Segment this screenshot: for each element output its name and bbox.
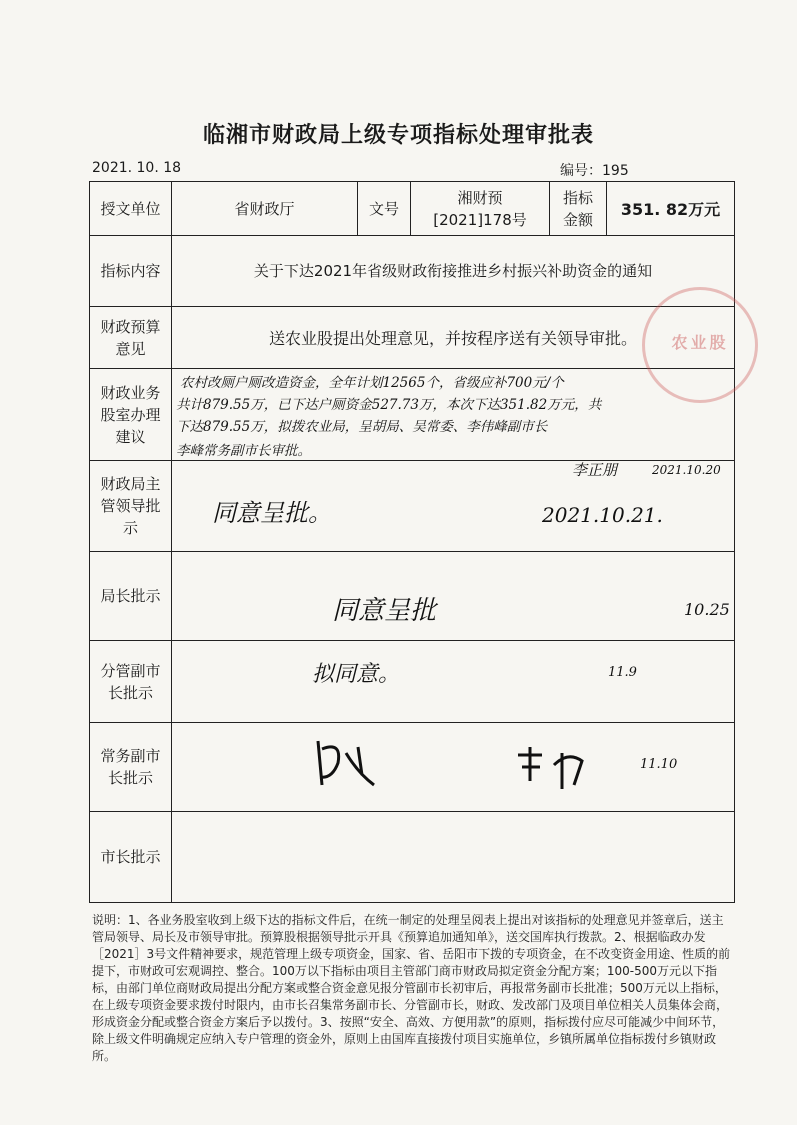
row-content (90, 236, 735, 307)
content-value: 关于下达2021年省级财政衔接推进乡村振兴补助资金的通知 (172, 236, 735, 307)
form-date: 2021. 10. 18 (92, 160, 182, 176)
row-exec-vice-mayor (90, 723, 735, 812)
signature-mark-2 (512, 745, 632, 795)
row-suggestion (90, 369, 735, 461)
budget-value: 送农业股提出处理意见，并按程序送有关领导审批。 农业股 (172, 307, 735, 369)
approval-table (89, 181, 735, 903)
mayor-instruction (172, 812, 735, 903)
director-handwriting: 同意呈批 10.25 (172, 552, 735, 641)
row-vice-mayor (90, 641, 735, 723)
vice-mayor-label: 分管副市 长批示 (90, 641, 172, 723)
instructions-note: 说明：1、各业务股室收到上级下达的指标文件后，在统一制定的处理呈阅表上提出对该指标的处理意见并签章后，送主管局领导、局长及市领导审批。预算股根据领导批示开具《预算追加通知单》，送交国库执行拨款。2、根据临政办发［2021］3号文件精神要求，规范管理上级专项资金，国家、省、岳阳市下拨的专项资金，在不改变资金用途、性质的前提下，市财政可宏观调控、整合。100万以下指标由项目主管部门商市财政局拟定资金分配方案；100-500万元以下指标，由部门单位商财政局提出分配方案或整合资金意见报分管副市长初审后，再报常务副市长批准；500万元以上指标，在上级专项资金要求拨付时限内，由市长召集常务副市长、分管副市长，财政、发改部门及项目单位相关人员集体会商，形成资金分配或整合资金方案后予以拨付。3、按照“安全、高效、方便用款”的原则，指标拨付应尽可能减少中间环节，除上级文件明确规定应纳入专户管理的资金外，原则上由国库直接拨付项目实施单位，乡镇所属单位指标拨付乡镇财政所。 (92, 913, 731, 1063)
issuer-label: 授文单位 (90, 182, 172, 236)
amount-label: 指标 金额 (550, 182, 607, 236)
amount-value: 351. 82万元 (607, 182, 735, 236)
form-title: 临湘市财政局上级专项指标处理审批表 (202, 123, 594, 148)
serial-number: 编号：195 (560, 163, 629, 179)
signature-mark (312, 733, 382, 793)
director-label: 局长批示 (90, 552, 172, 641)
docno-label: 文号 (358, 182, 411, 236)
issuer-value: 省财政厅 (172, 182, 358, 236)
mayor-label: 市长批示 (90, 812, 172, 903)
supervisor-label: 财政局主 管领导批 示 (90, 461, 172, 552)
department-stamp: 农业股 (642, 287, 758, 403)
exec-vice-mayor-label: 常务副市 长批示 (90, 723, 172, 812)
row-director (90, 552, 735, 641)
row-budget (90, 307, 735, 369)
docno-value: 湘财预 [2021]178号 (411, 182, 550, 236)
vice-mayor-handwriting: 拟同意。 11.9 (172, 641, 735, 723)
supervisor-handwriting: 李正朋 2021.10.20 同意呈批。 2021.10.21. (172, 461, 735, 552)
row-issuer (90, 182, 735, 236)
suggestion-handwriting: 农村改厕户厕改造资金，全年计划12565个，省级应补700元/个 共计879.55万，已下达户厕资金527.73万，本次下达351.82万元，共 下达879.55万，拟拨农业局，呈胡局、吴常委、李伟峰副市长 李峰常务副市长审批。 (172, 369, 735, 461)
content-label: 指标内容 (90, 236, 172, 307)
suggestion-label: 财政业务 股室办理 建议 (90, 369, 172, 461)
row-mayor (90, 812, 735, 903)
exec-vice-mayor-handwriting: 11.10 (172, 723, 735, 812)
budget-label: 财政预算 意见 (90, 307, 172, 369)
row-supervisor (90, 461, 735, 552)
